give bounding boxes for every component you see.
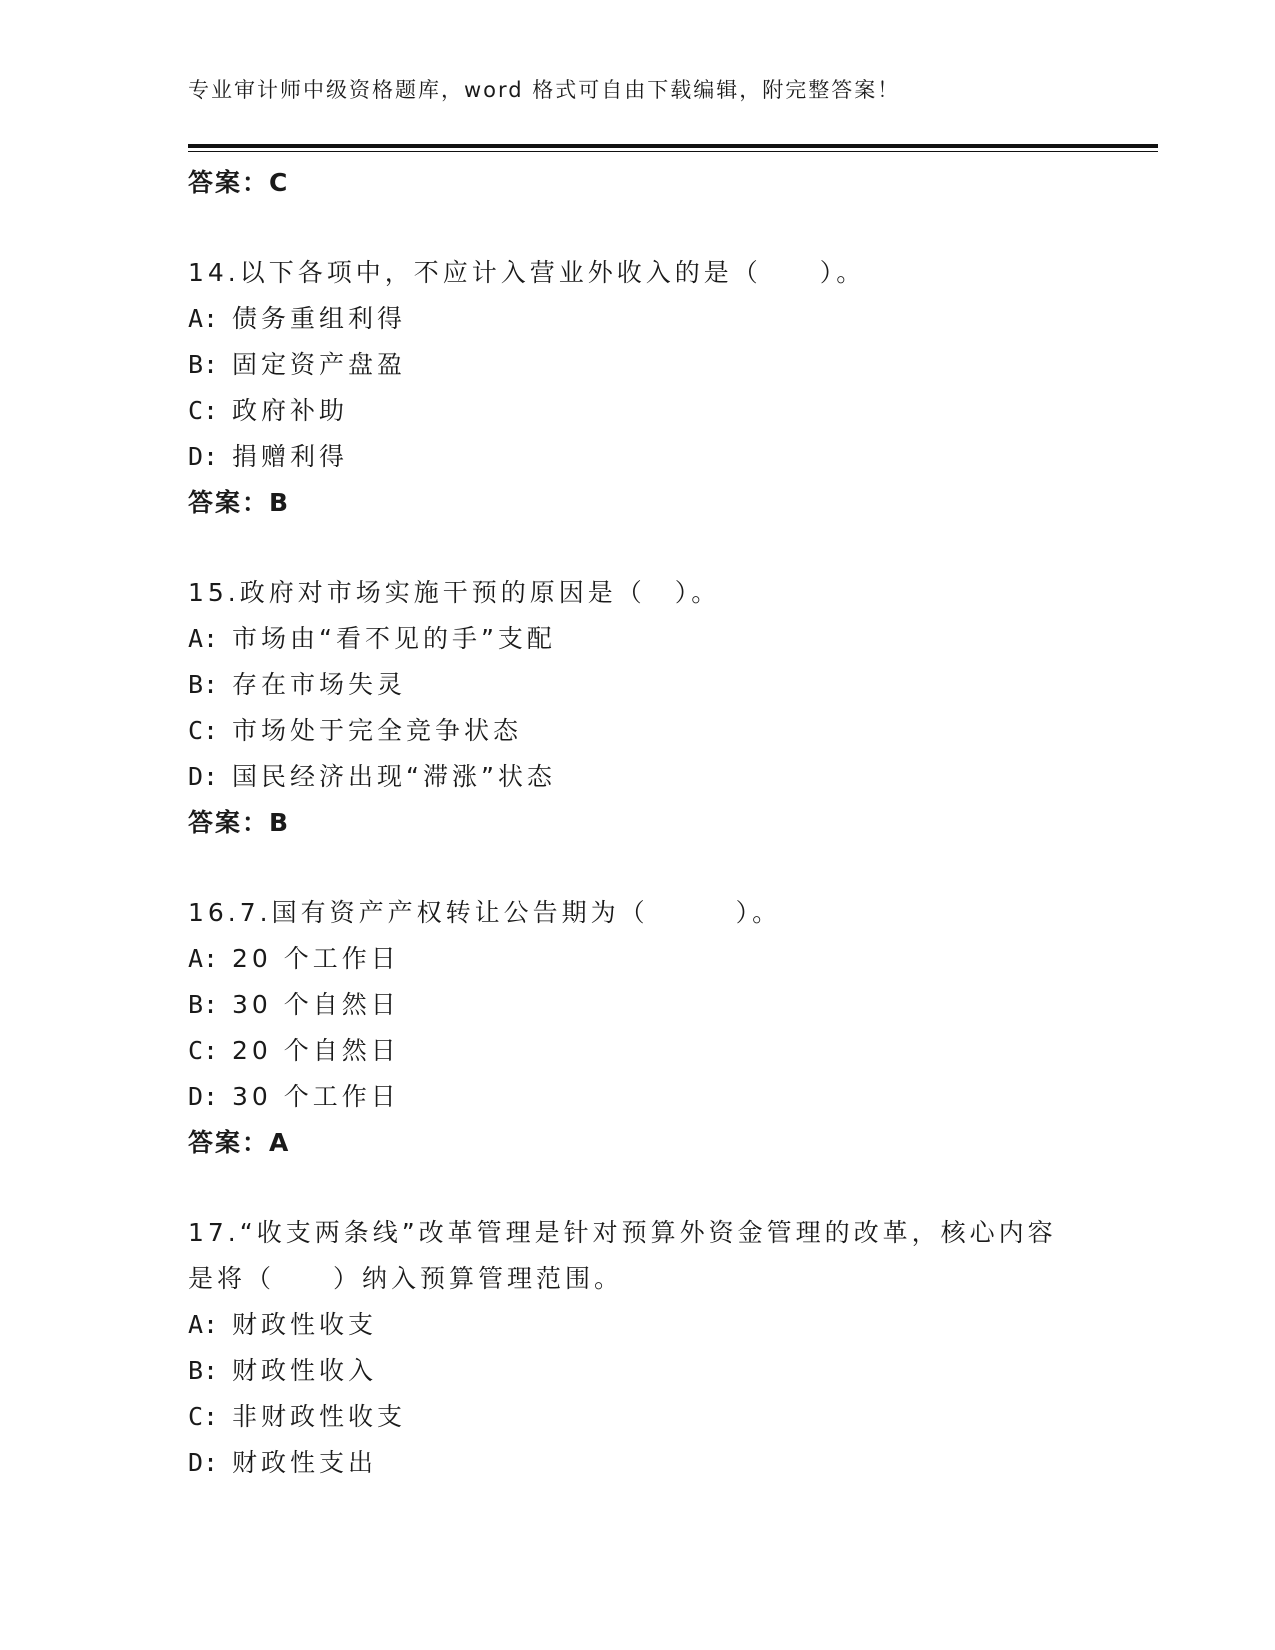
option-label: C:: [188, 716, 219, 745]
spacer: [188, 206, 1088, 250]
option-c: [188, 1028, 1088, 1074]
option-label: C:: [188, 1036, 219, 1065]
document-header: 专业审计师中级资格题库，word 格式可自由下载编辑，附完整答案！: [188, 78, 901, 102]
option-b: [188, 982, 1088, 1028]
option-d: [188, 1074, 1088, 1120]
option-text: 债务重组利得: [232, 304, 407, 333]
question-block: [188, 1210, 1088, 1486]
option-label: D:: [188, 1448, 219, 1477]
option-text: 市场处于完全竞争状态: [232, 716, 523, 745]
option-text: 20 个工作日: [232, 944, 400, 973]
answer-line: 答案：B: [188, 808, 291, 837]
option-text: 市场由“看不见的手”支配: [232, 624, 556, 653]
header-divider-thick: [188, 144, 1158, 148]
answer-line: 答案：C: [188, 168, 290, 197]
option-c: [188, 1394, 1088, 1440]
option-text: 非财政性收支: [232, 1402, 407, 1431]
option-label: B:: [188, 350, 219, 379]
option-text: 捐赠利得: [232, 442, 349, 471]
question-stem: [188, 1210, 1088, 1302]
question-stem: [188, 890, 1088, 936]
option-label: C:: [188, 396, 219, 425]
question-text: 14.以下各项中，不应计入营业外收入的是（ ）。: [188, 258, 866, 287]
question-text: 16.7.国有资产产权转让公告期为（ ）。: [188, 898, 782, 927]
option-d: [188, 754, 1088, 800]
option-c: [188, 708, 1088, 754]
option-b: [188, 342, 1088, 388]
answer-line: 答案：B: [188, 488, 291, 517]
spacer: [188, 526, 1088, 570]
question-block: [188, 250, 1088, 526]
question-block: [188, 570, 1088, 846]
option-label: A:: [188, 624, 219, 653]
option-text: 30 个工作日: [232, 1082, 400, 1111]
option-text: 存在市场失灵: [232, 670, 407, 699]
option-a: [188, 296, 1088, 342]
option-a: [188, 936, 1088, 982]
question-text: 是将（ ）纳入预算管理范围。: [188, 1264, 624, 1293]
answer-line: 答案：A: [188, 1128, 291, 1157]
option-text: 政府补助: [232, 396, 349, 425]
option-label: D:: [188, 442, 219, 471]
question-text: 17.“收支两条线”改革管理是针对预算外资金管理的改革，核心内容: [188, 1218, 1057, 1247]
option-label: B:: [188, 990, 219, 1019]
spacer: [188, 846, 1088, 890]
option-text: 30 个自然日: [232, 990, 400, 1019]
option-d: [188, 1440, 1088, 1486]
spacer: [188, 1166, 1088, 1210]
option-a: [188, 1302, 1088, 1348]
option-label: A:: [188, 944, 219, 973]
question-list: [188, 160, 1088, 1486]
option-c: [188, 388, 1088, 434]
option-label: A:: [188, 304, 219, 333]
question-stem: [188, 570, 1088, 616]
option-label: B:: [188, 670, 219, 699]
question-block: [188, 890, 1088, 1166]
option-text: 国民经济出现“滞涨”状态: [232, 762, 556, 791]
option-b: [188, 1348, 1088, 1394]
option-label: D:: [188, 762, 219, 791]
option-label: B:: [188, 1356, 219, 1385]
header-divider-thin: [188, 151, 1158, 152]
option-b: [188, 662, 1088, 708]
option-text: 财政性支出: [232, 1448, 378, 1477]
option-text: 20 个自然日: [232, 1036, 400, 1065]
option-text: 财政性收支: [232, 1310, 378, 1339]
option-text: 财政性收入: [232, 1356, 378, 1385]
option-text: 固定资产盘盈: [232, 350, 407, 379]
question-stem: [188, 250, 1088, 296]
option-d: [188, 434, 1088, 480]
option-label: A:: [188, 1310, 219, 1339]
option-label: C:: [188, 1402, 219, 1431]
option-label: D:: [188, 1082, 219, 1111]
question-text: 15.政府对市场实施干预的原因是（ ）。: [188, 578, 721, 607]
option-a: [188, 616, 1088, 662]
